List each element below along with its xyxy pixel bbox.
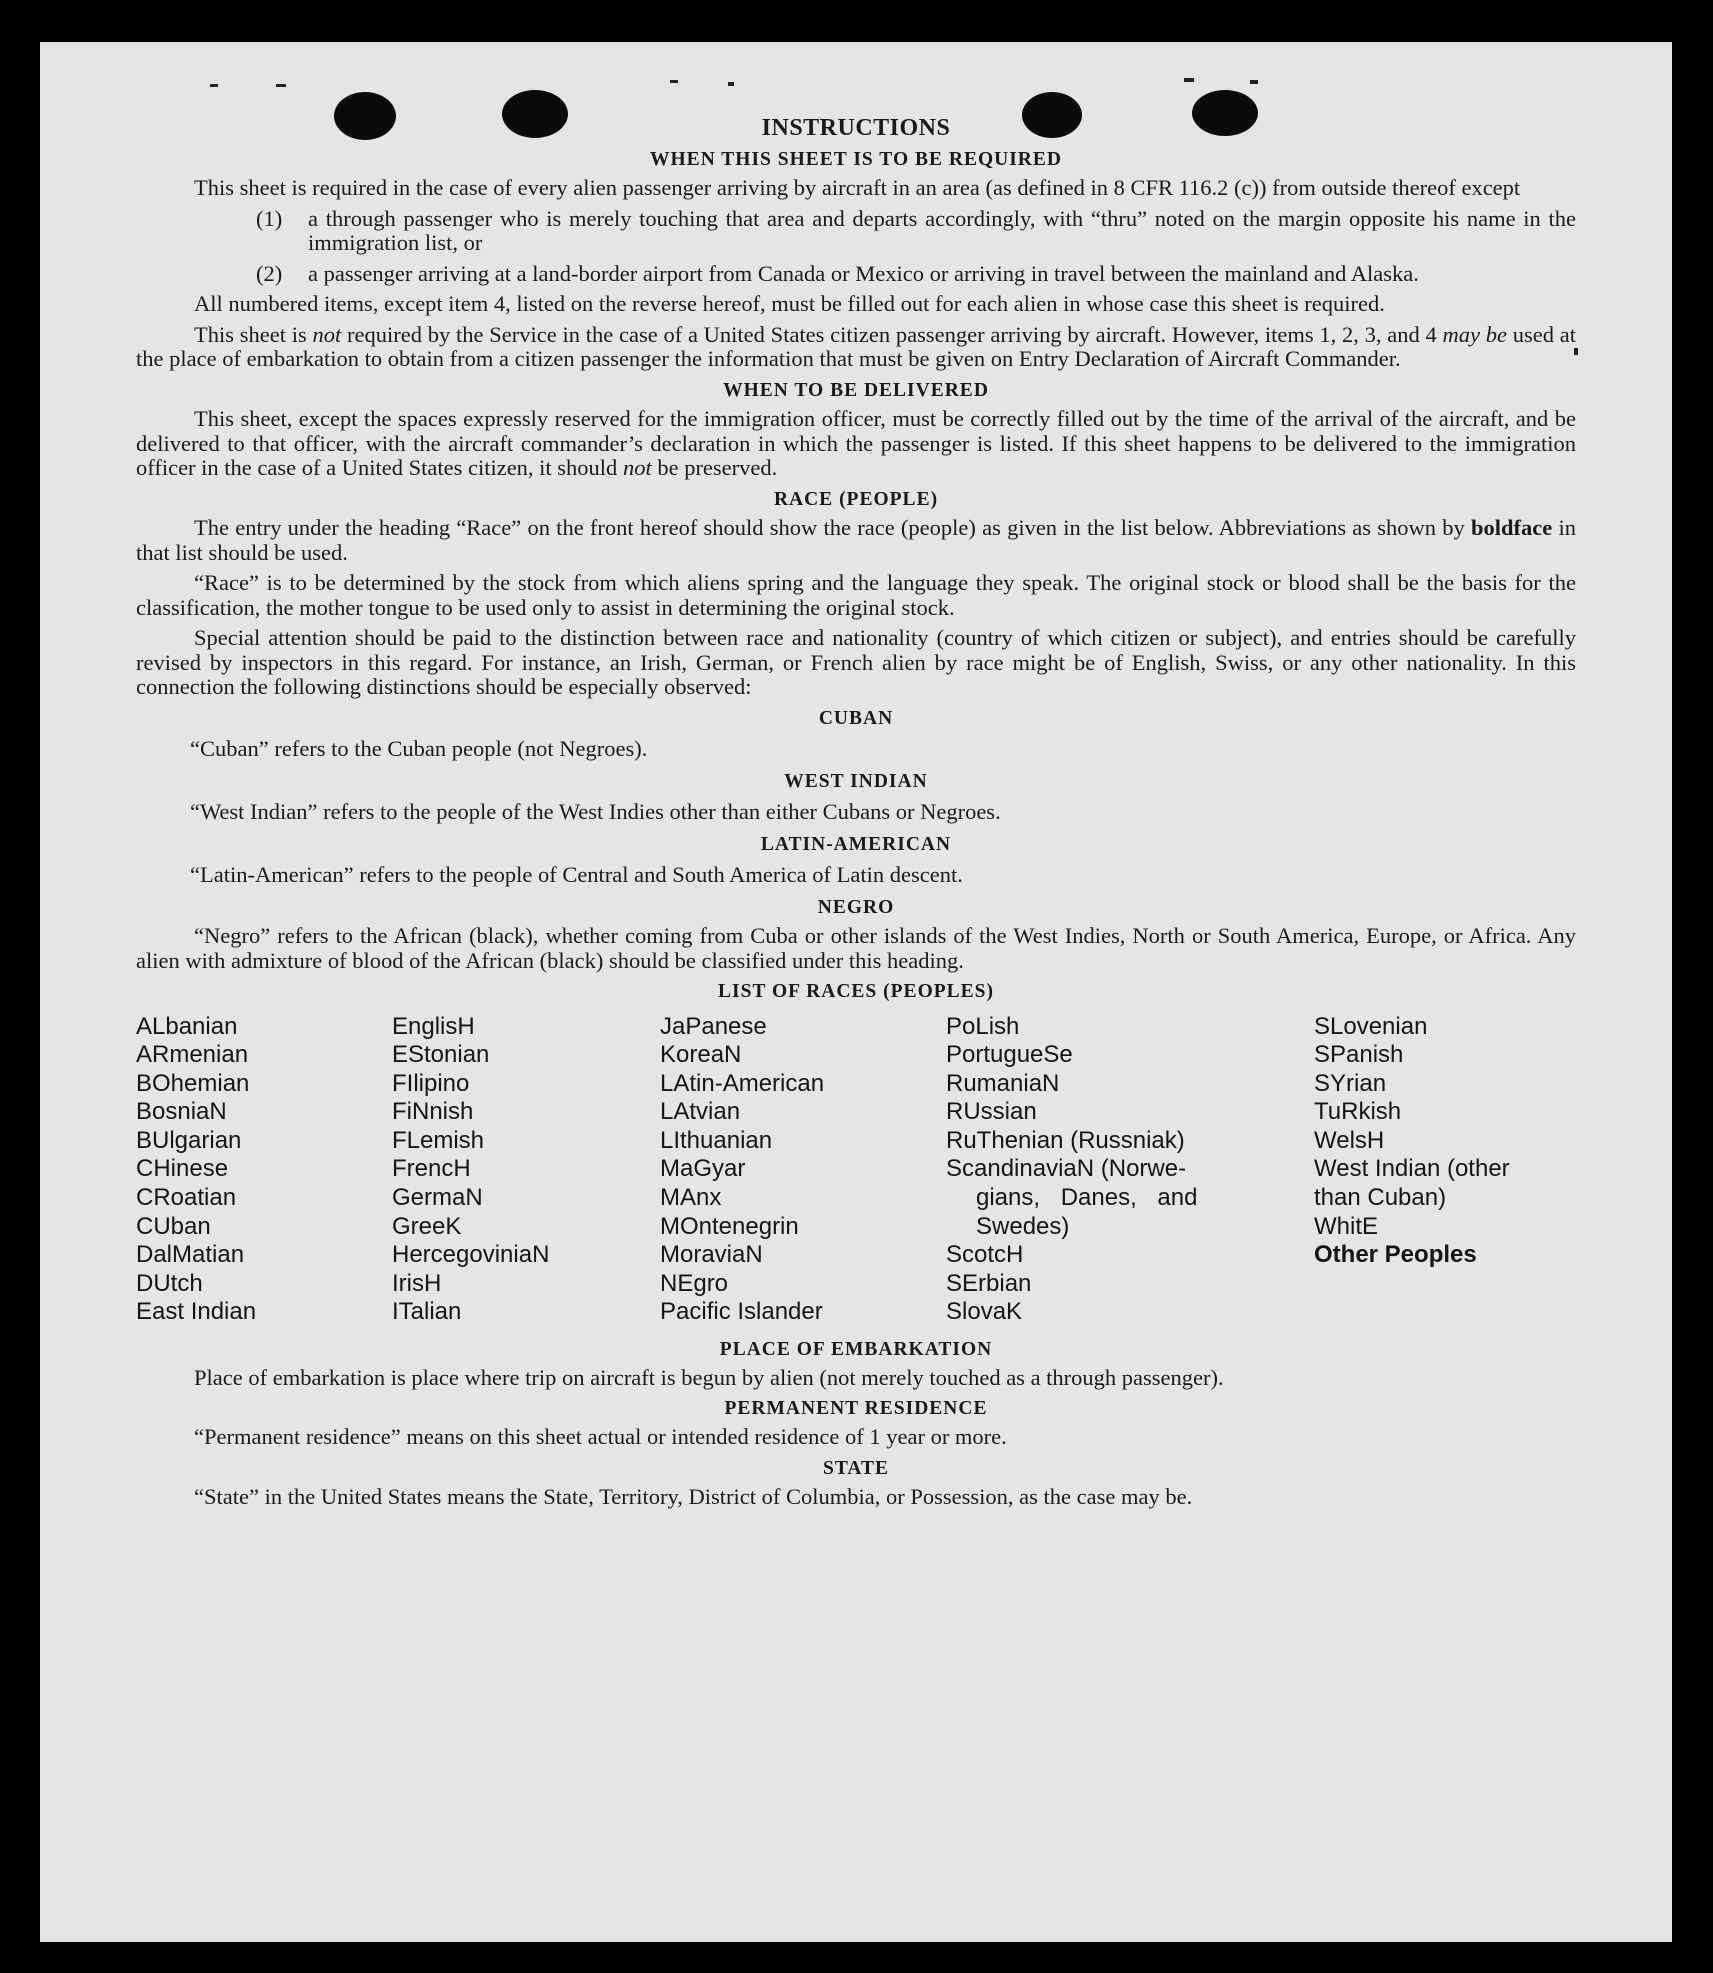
speck [210,84,218,87]
heading-west-indian: WEST INDIAN [784,770,928,792]
item-number: (1) [256,205,283,231]
heading-residence: PERMANENT RESIDENCE [724,1397,988,1419]
definition-cuban: “Cuban” refers to the Cuban people (not Negroes). [190,736,648,761]
race-entry: CRoatian [136,1184,237,1212]
instructions-text [136,116,1576,1516]
race-entry: EnglisH [392,1012,475,1040]
race-entry: LIthuanian [660,1126,773,1154]
race-entry-continued: gians, Danes, and [976,1184,1198,1212]
speck [670,80,678,83]
heading-race: RACE (PEOPLE) [773,488,939,510]
definition-embarkation: Place of embarkation is place where trip on aircraft is begun by alien (not merely touched as a through passenger). [194,1365,1224,1390]
paragraph-race-definition: “Race” is to be determined by the stock from which aliens spring and the language they speak. The original stock or blood shall be the basis for the classification, the mother tongue to be used only to assist in determining the original stock. [136,570,1576,620]
race-entry: BUlgarian [136,1126,242,1154]
item-text: a passenger arriving at a land-border airport from Canada or Mexico or arriving in travel between the mainland and Alaska. [308,260,1419,286]
race-entry: DUtch [136,1269,203,1297]
race-entry: JaPanese [660,1012,767,1040]
race-entry-continued: Swedes) [976,1212,1070,1240]
race-column-5 [1314,1013,1510,1270]
race-entry: CHinese [136,1155,229,1183]
race-entry: IrisH [392,1269,442,1297]
race-entry: KoreaN [660,1041,742,1069]
race-entry: WelsH [1314,1126,1385,1154]
race-entry: MOntenegrin [660,1212,799,1240]
race-entry: Other Peoples [1314,1241,1477,1269]
race-entry: ScandinaviaN (Norwe- [946,1155,1187,1183]
heading-negro: NEGRO [817,896,895,918]
paragraph-numbered-items: All numbered items, except item 4, listed on the reverse hereof, must be filled out for each alien in whose case this sheet is required. [194,291,1385,316]
race-entry: ARmenian [136,1041,249,1069]
exception-item-1 [256,207,1576,256]
definition-latin-american: “Latin-American” refers to the people of Central and South America of Latin descent. [190,862,963,887]
race-entry: SYrian [1314,1069,1387,1097]
paragraph-race-nationality: Special attention should be paid to the distinction between race and nationality (country of which citizen or subject), and entries should be carefully revised by inspectors in this regard. For instance, an Irish, German, or French alien by race might be of English, Swiss, or any other nationality. In this connection the following distinctions should be especially observed: [136,625,1576,699]
heading-latin-american: LATIN-AMERICAN [760,833,952,855]
definition-negro: “Negro” refers to the African (black), whether coming from Cuba or other islands of the West Indies, North or South America, Europe, or Africa. Any alien with admixture of blood of the African (black) should be classified under this heading. [136,923,1576,973]
definition-residence: “Permanent residence” means on this sheet actual or intended residence of 1 year or more. [194,1424,1007,1449]
speck [1184,78,1194,82]
speck [1250,80,1258,84]
race-entry: CUban [136,1212,211,1240]
race-column-2 [392,1013,549,1328]
race-entry: RUssian [946,1098,1037,1126]
race-entry: DalMatian [136,1241,245,1269]
race-entry: MoraviaN [660,1241,763,1269]
race-entry: TuRkish [1314,1098,1402,1126]
race-entry: SPanish [1314,1041,1404,1069]
paragraph-race-entry: The entry under the heading “Race” on the front hereof should show the race (people) as given in the list below. Abbreviations as shown by boldface in that list should be used. [136,515,1576,565]
item-number: (2) [256,260,283,286]
race-entry: SLovenian [1314,1012,1428,1040]
race-entry: GermaN [392,1184,483,1212]
definition-west-indian: “West Indian” refers to the people of the West Indies other than either Cubans or Negroes. [190,799,1001,824]
race-column-1 [136,1013,256,1328]
heading-cuban: CUBAN [818,707,894,729]
race-column-4 [946,1013,1197,1328]
paragraph-delivered: This sheet, except the spaces expressly reserved for the immigration officer, must be correctly filled out by the time of the arrival of the aircraft, and be delivered to that officer, with the aircraft commander’s declaration in which the passenger is listed. If this sheet happens to be delivered to the immigration officer in the case of a United States citizen, it should not be preserved. [136,406,1576,480]
race-entry: FLemish [392,1126,485,1154]
heading-when-required: WHEN THIS SHEET IS TO BE REQUIRED [650,148,1062,170]
speck [728,82,734,86]
race-entry: RumaniaN [946,1069,1060,1097]
heading-when-delivered: WHEN TO BE DELIVERED [723,379,989,401]
race-entry: ALbanian [136,1012,238,1040]
document-page [40,42,1672,1942]
race-entry: ITalian [392,1298,462,1326]
race-entry: WhitE [1314,1212,1379,1240]
race-entry: FrencH [392,1155,471,1183]
race-entry: SlovaK [946,1298,1023,1326]
race-entry: PoLish [946,1012,1020,1040]
race-entry: NEgro [660,1269,729,1297]
item-text: a through passenger who is merely touching that area and departs accordingly, with “thru” noted on the margin opposite his name in the immigration list, or [308,205,1576,255]
definition-state: “State” in the United States means the State, Territory, District of Columbia, or Possession, as the case may be. [194,1484,1193,1509]
speck [276,84,286,87]
race-entry-continued: than Cuban) [1314,1184,1447,1212]
race-entry: RuThenian (Russniak) [946,1126,1185,1154]
race-entry: East Indian [136,1298,257,1326]
race-entry: BosniaN [136,1098,227,1126]
paragraph-intro: This sheet is required in the case of every alien passenger arriving by aircraft in an area (as defined in 8 CFR 116.2 (c)) from outside thereof except [194,175,1521,200]
race-entry: MaGyar [660,1155,746,1183]
race-entry: PortugueSe [946,1041,1073,1069]
race-entry: LAtvian [660,1098,741,1126]
race-entry: EStonian [392,1041,490,1069]
race-entry: MAnx [660,1184,722,1212]
race-entry: FiNnish [392,1098,474,1126]
race-entry: HercegoviniaN [392,1241,550,1269]
race-entry: Pacific Islander [660,1298,823,1326]
heading-embarkation: PLACE OF EMBARKATION [719,1338,993,1360]
page-title: INSTRUCTIONS [761,115,951,141]
race-entry: BOhemian [136,1069,250,1097]
heading-list-of-races: LIST OF RACES (PEOPLES) [717,981,994,1002]
race-column-3 [660,1013,824,1328]
exception-item-2 [256,262,1576,287]
heading-state: STATE [822,1457,890,1479]
race-list [136,1013,1576,1331]
race-entry: GreeK [392,1212,462,1240]
race-entry: FIlipino [392,1069,470,1097]
race-entry: ScotcH [946,1241,1024,1269]
paragraph-citizen: This sheet is not required by the Service in the case of a United States citizen passenger arriving by aircraft. However, items 1, 2, 3, and 4 may be used at the place of embarkation to obtain from a citizen passenger the information that must be given on Entry Declaration of Aircraft Commander. [136,321,1576,371]
race-entry: LAtin-American [660,1069,825,1097]
race-entry: West Indian (other [1314,1155,1510,1183]
race-entry: SErbian [946,1269,1032,1297]
